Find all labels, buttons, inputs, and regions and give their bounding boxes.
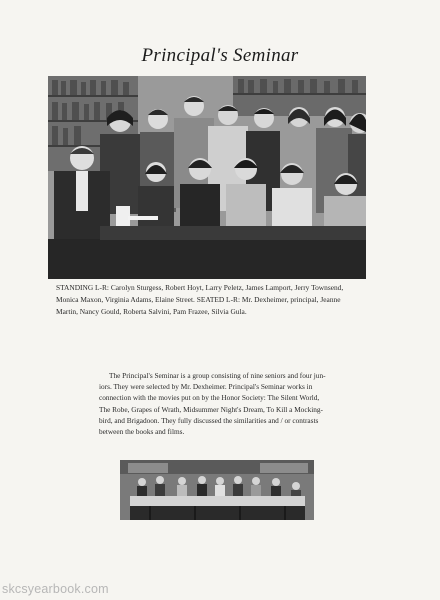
paragraph-line: The Robe, Grapes of Wrath, Midsummer Night's Dream, To Kill a Mocking-	[99, 404, 323, 414]
page-title: Principal's Seminar	[141, 45, 299, 66]
group-photo	[48, 76, 366, 279]
caption-line: STANDING L-R: Carolyn Sturgess, Robert Hoyt, Larry Peletz, James Lamport, Jerry Townsend,	[56, 283, 344, 292]
paragraph-line: bird, and Brigadoon. They fully discussed the similarities and / or contrasts	[99, 415, 319, 425]
caption-line: Monica Maxon, Virginia Adams, Elaine Street. SEATED L-R: Mr. Dexheimer, principal, Jeanne	[56, 295, 341, 304]
paragraph-line: The Principal's Seminar is a group consisting of nine seniors and four jun-	[109, 371, 326, 380]
site-watermark: skcsyearbook.com	[2, 582, 109, 596]
paragraph-line: connection with the movies put on by the Honor Society: The Silent World,	[99, 393, 320, 403]
paragraph-line: iors. They were selected by Mr. Dexheimer. Principal's Seminar works in	[99, 382, 313, 392]
paragraph-line: between the books and films.	[99, 427, 185, 437]
photo-caption	[56, 282, 368, 318]
caption-line: Martin, Nancy Gould, Roberta Salvini, Pam Frazee, Silvia Gula.	[56, 307, 247, 316]
seminar-table-photo	[120, 460, 314, 520]
description-paragraph	[99, 370, 349, 437]
